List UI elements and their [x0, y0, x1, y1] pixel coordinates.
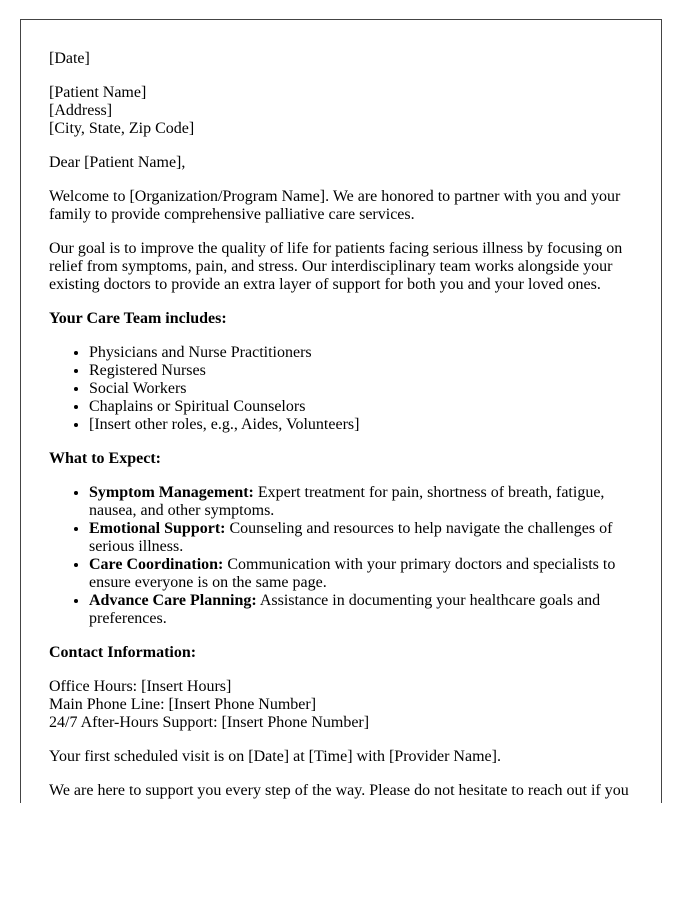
recipient-address: [Address]	[49, 102, 113, 119]
contact-office-hours: Office Hours: [Insert Hours]	[49, 678, 232, 695]
list-item: • [Insert other roles, e.g., Aides, Volunteers]	[89, 416, 633, 434]
list-item	[89, 484, 633, 520]
contact-main-phone: Main Phone Line: [Insert Phone Number]	[49, 696, 317, 713]
paragraph-closing: We are here to support you every step of the way. Please do not hesitate to reach out if you	[49, 782, 629, 799]
paragraph-goal: Our goal is to improve the quality of life for patients facing serious illness by focusing on relief from symptoms, pain, and stress. Our interdisciplinary team works alongside your existing doctors to provide an extra layer of support for both you and your loved ones.	[49, 240, 623, 293]
list-item-text: Assistance in documenting your healthcare goals and preferences.	[89, 592, 601, 627]
contact-heading: Contact Information:	[49, 644, 197, 661]
list-item: • Registered Nurses	[89, 362, 633, 380]
list-item: • Physicians and Nurse Practitioners	[89, 344, 633, 362]
list-item	[89, 556, 633, 592]
list-item-text: Expert treatment for pain, shortness of breath, fatigue, nausea, and other symptoms.	[89, 484, 605, 519]
list-item-label: Care Coordination:	[89, 556, 224, 573]
recipient-name: [Patient Name]	[49, 84, 147, 101]
list-item-text: Counseling and resources to help navigate the challenges of serious illness.	[89, 520, 613, 555]
care-team-list	[49, 344, 633, 434]
date-placeholder: [Date]	[49, 50, 90, 67]
paragraph-welcome: Welcome to [Organization/Program Name]. We are honored to partner with you and your family to provide comprehensive palliative care services.	[49, 188, 621, 223]
list-item-label: Symptom Management:	[89, 484, 254, 501]
list-item: • Social Workers	[89, 380, 633, 398]
list-item-label: Emotional Support:	[89, 520, 226, 537]
salutation: Dear [Patient Name],	[49, 154, 186, 171]
list-item: • Chaplains or Spiritual Counselors	[89, 398, 633, 416]
paragraph-first-visit: Your first scheduled visit is on [Date] at [Time] with [Provider Name].	[49, 748, 501, 765]
contact-after-hours: 24/7 After-Hours Support: [Insert Phone Number]	[49, 714, 370, 731]
list-item-label: Advance Care Planning:	[89, 592, 257, 609]
expect-list	[49, 484, 633, 628]
contact-lines-block	[49, 678, 633, 732]
recipient-address-block	[49, 84, 633, 138]
list-item-text: Communication with your primary doctors and specialists to ensure everyone is on the same page.	[89, 556, 616, 591]
list-item	[89, 520, 633, 556]
list-item	[89, 592, 633, 628]
letter-document	[20, 19, 662, 803]
recipient-city-state-zip: [City, State, Zip Code]	[49, 120, 195, 137]
care-team-heading: Your Care Team includes:	[49, 310, 227, 327]
expect-heading: What to Expect:	[49, 450, 161, 467]
